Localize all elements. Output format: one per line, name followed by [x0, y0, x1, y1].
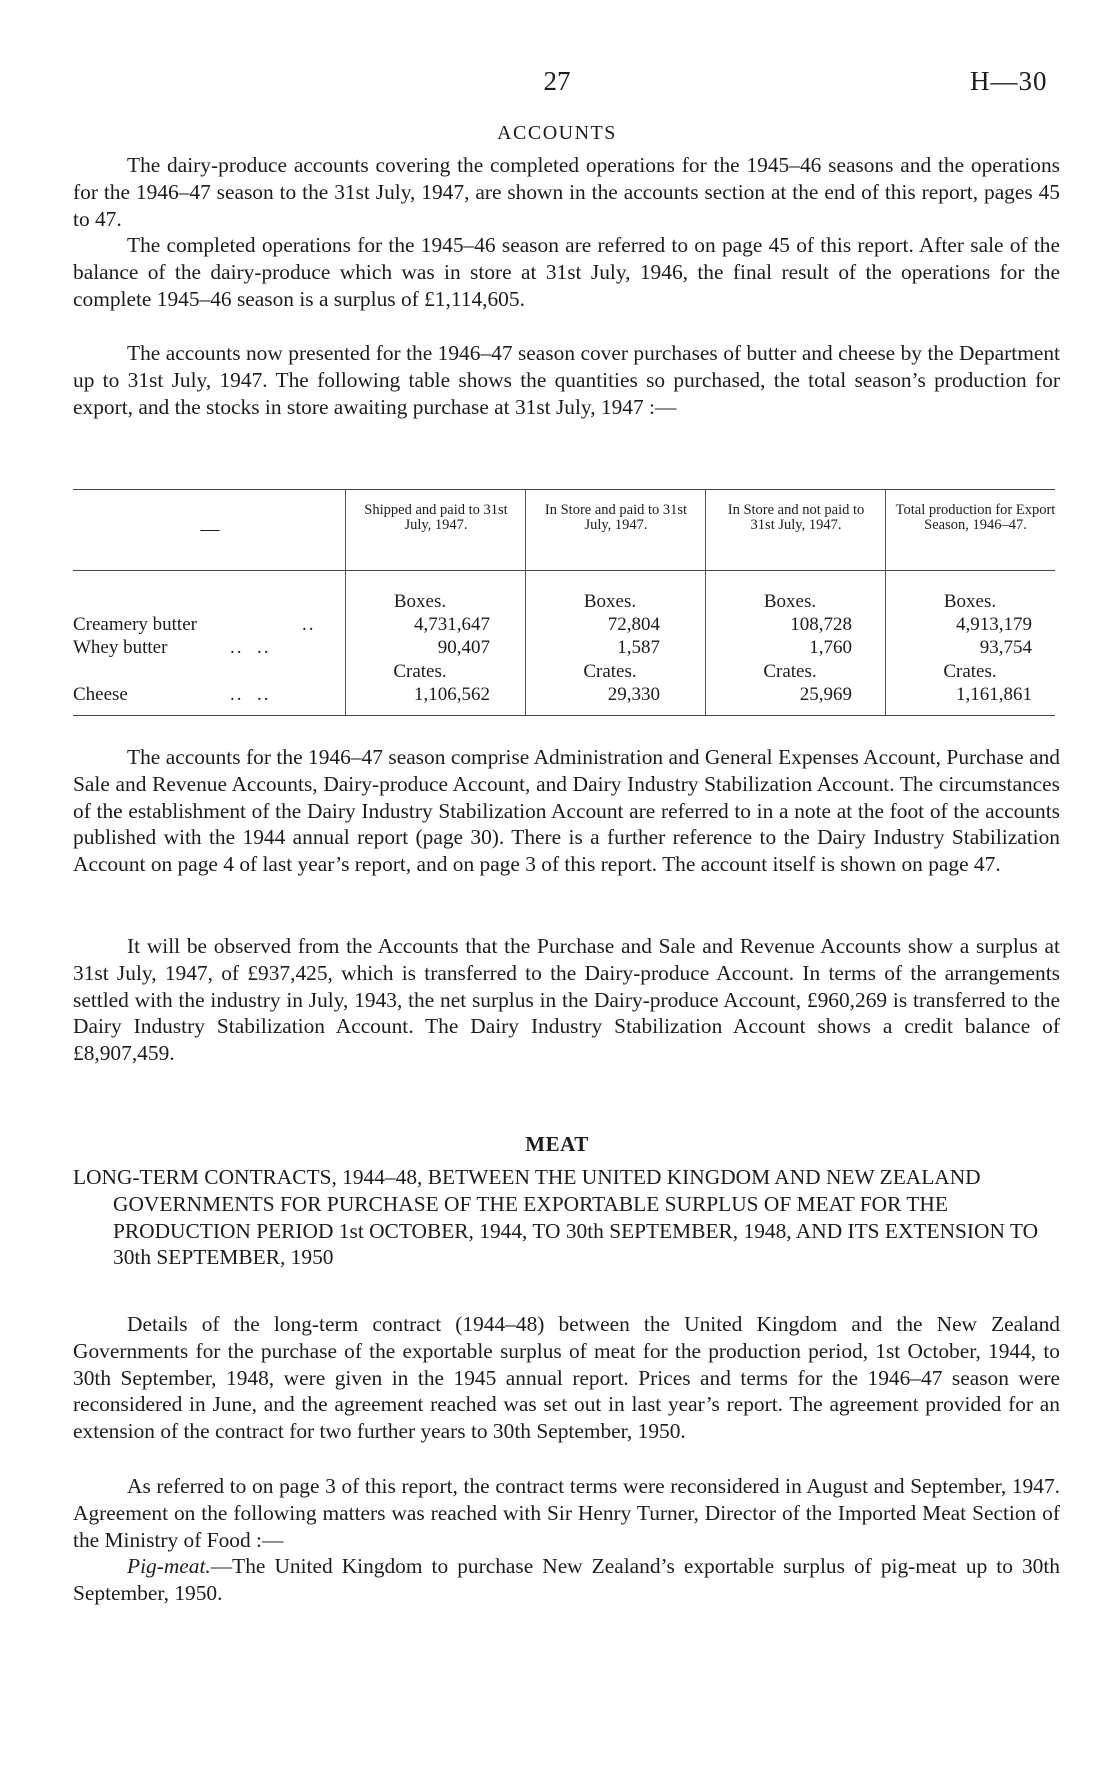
table-cell: 90,407: [437, 637, 490, 658]
row-label-cheese: Cheese: [73, 684, 128, 705]
pig-meat-label: Pig-meat.: [127, 1554, 211, 1578]
table-cell: 25,969: [799, 684, 852, 705]
column-header-total: Total production for Export Season, 1946–47.: [895, 502, 1056, 533]
table-bottom-rule: [73, 715, 1055, 716]
table-cell: 1,106,562: [414, 684, 490, 705]
table-cell: 29,330: [607, 684, 660, 705]
accounts-paragraph-5: It will be observed from the Accounts that the Purchase and Sale and Revenue Accounts show a surplus at 31st July, 1947, of £937,425, which is transferred to the Dairy-produce Account. In terms of the arrangements settled with the industry in July, 1943, the net surplus in the Dairy-produce Account, £960,269 is transferred to the Dairy Industry Stabilization Account. The Dairy Industry Stabilization Account shows a credit balance of £8,907,459.: [73, 934, 1060, 1066]
column-header-store-paid: In Store and paid to 31st July, 1947.: [544, 502, 688, 533]
pig-meat-text: —The United Kingdom to purchase New Zealand’s exportable surplus of pig-meat up to 30th September, 1950.: [73, 1554, 1060, 1605]
unit-label: Boxes.: [943, 591, 997, 612]
table-cell: 4,731,647: [414, 614, 490, 635]
accounts-paragraph-3: The accounts now presented for the 1946–47 season cover purchases of butter and cheese by the Department up to 31st July, 1947. The following table shows the quantities so purchased, the total season’s production for export, and the stocks in store awaiting purchase at 31st July, 1947 :—: [73, 341, 1060, 419]
table-cell: 1,587: [617, 637, 660, 658]
meat-paragraph-1: Details of the long-term contract (1944–48) between the United Kingdom and the New Zealand Governments for the purchase of the exportable surplus of meat for the production period, 1st October, 1944, to 30th September, 1948, were given in the 1945 annual report. Prices and terms for the 1946–47 season were reconsidered in June, and the agreement reached was set out in last year’s report. The agreement provided for an extension of the contract for two further years to 30th September, 1950.: [73, 1312, 1060, 1444]
accounts-paragraph-1: The dairy-produce accounts covering the completed operations for the 1945–46 seasons and the operations for the 1946–47 season to the 31st July, 1947, are shown in the accounts section at the end of this report, pages 45 to 47.: [73, 153, 1060, 231]
table-cell: 1,161,861: [956, 684, 1032, 705]
unit-label: Crates.: [943, 661, 997, 682]
table-cell: 1,760: [809, 637, 852, 658]
meat-paragraph-3: [73, 1553, 1060, 1607]
stub-header: —: [200, 519, 220, 540]
leader-dots: ..: [302, 614, 316, 635]
meat-heading: MEAT: [525, 1132, 589, 1156]
row-label-creamery-butter: Creamery butter: [73, 614, 197, 635]
column-header-store-not-paid: In Store and not paid to 31st July, 1947.: [727, 502, 865, 533]
table-cell: 4,913,179: [956, 614, 1032, 635]
accounts-heading: ACCOUNTS: [497, 122, 617, 144]
column-divider: [525, 489, 526, 715]
contracts-heading: LONG-TERM CONTRACTS, 1944–48, BETWEEN THE UNITED KINGDOM AND NEW ZEALAND GOVERNMENTS FOR PURCHASE OF THE EXPORTABLE SURPLUS OF MEAT FOR THE PRODUCTION PERIOD 1st OCTOBER, 1944, TO 30th SEPTEMBER, 1948, AND ITS EXTENSION TO 30th SEPTEMBER, 1950: [73, 1165, 1039, 1270]
table-cell: 72,804: [607, 614, 660, 635]
column-divider: [345, 489, 346, 715]
table-header-rule: [73, 570, 1055, 571]
meat-paragraph-2: As referred to on page 3 of this report, the contract terms were reconsidered in August and September, 1947. Agreement on the following matters was reached with Sir Henry Turner, Director of the Imported Meat Section of the Ministry of Food :—: [73, 1474, 1060, 1552]
page-number: 27: [543, 66, 571, 96]
column-divider: [705, 489, 706, 715]
table-cell: 108,728: [790, 614, 852, 635]
row-label-whey-butter: Whey butter: [73, 637, 168, 658]
unit-label: Crates.: [583, 661, 637, 682]
table-cell: 93,754: [979, 637, 1032, 658]
unit-label: Crates.: [393, 661, 447, 682]
column-divider: [885, 489, 886, 715]
column-header-shipped: Shipped and paid to 31st July, 1947.: [364, 502, 508, 533]
document-reference: H—30: [970, 66, 1048, 96]
leader-dots: .. ..: [230, 637, 271, 658]
unit-label: Crates.: [763, 661, 817, 682]
table-top-rule: [73, 489, 1055, 490]
unit-label: Boxes.: [393, 591, 447, 612]
accounts-paragraph-2: The completed operations for the 1945–46 season are referred to on page 45 of this report. After sale of the balance of the dairy-produce which was in store at 31st July, 1946, the final result of the operations for the complete 1945–46 season is a surplus of £1,114,605.: [73, 233, 1060, 311]
unit-label: Boxes.: [763, 591, 817, 612]
leader-dots: .. ..: [230, 684, 271, 705]
unit-label: Boxes.: [583, 591, 637, 612]
accounts-paragraph-4: The accounts for the 1946–47 season comprise Administration and General Expenses Account, Purchase and Sale and Revenue Accounts, Dairy-produce Account, and Dairy Industry Stabilization Account. The circumstances of the establishment of the Dairy Industry Stabilization Account are referred to in a note at the foot of the accounts published with the 1944 annual report (page 30). There is a further reference to the Dairy Industry Stabilization Account on page 4 of last year’s report, and on page 3 of this report. The account itself is shown on page 47.: [73, 745, 1060, 877]
